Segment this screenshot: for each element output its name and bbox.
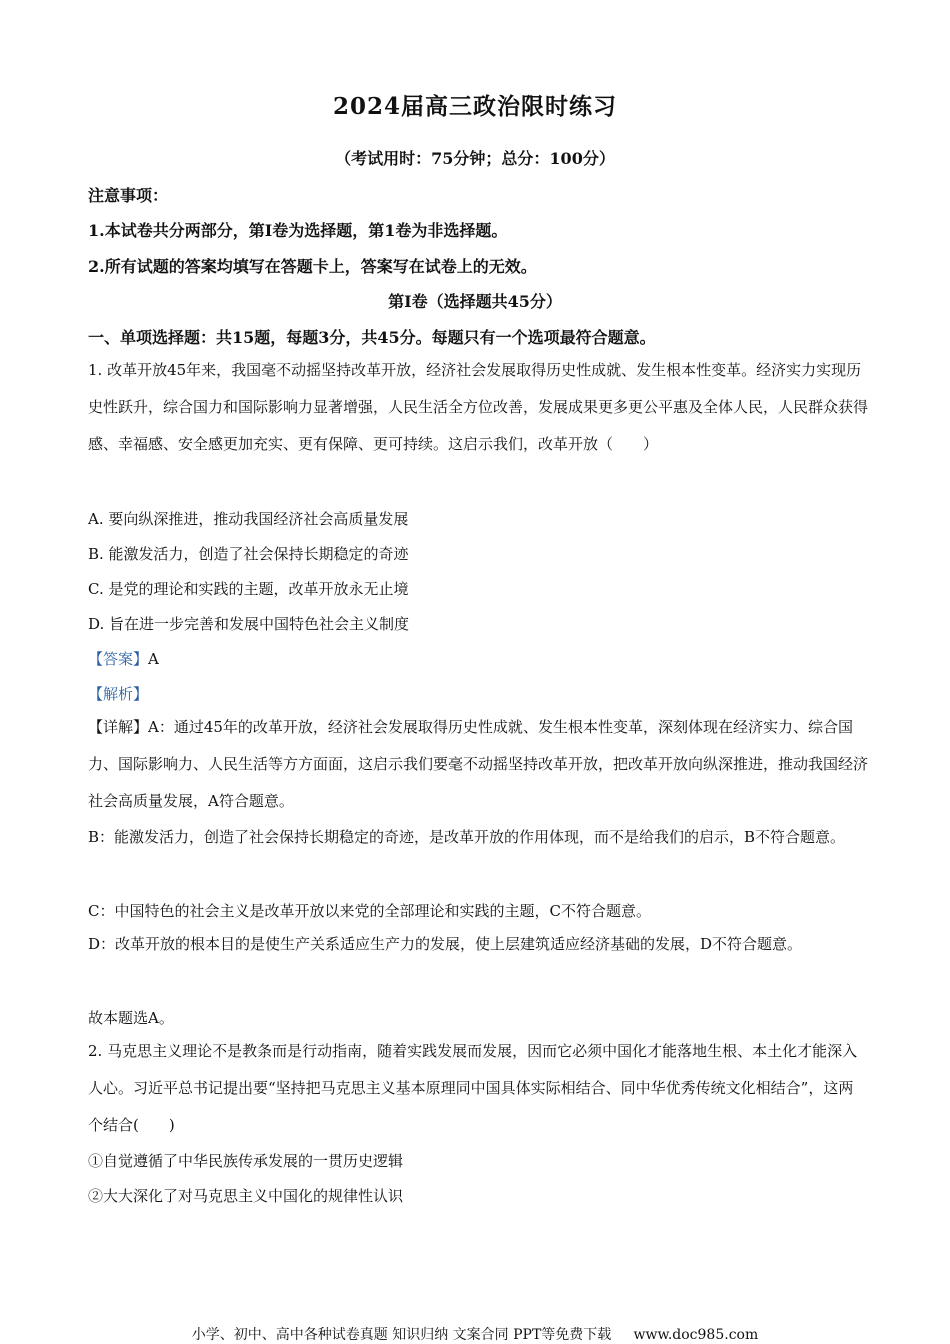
- notice-heading: 注意事项：: [88, 186, 169, 205]
- part-one-title: 第Ⅰ卷（选择题共45分）: [388, 292, 562, 311]
- question-1-detail-d: D：改革开放的根本目的是使生产关系适应生产力的发展，使上层建筑适应经济基础的发展，D不符合题意。: [88, 935, 803, 953]
- footer-text: 小学、初中、高中各种试卷真题 知识归纳 文案合同 PPT等免费下载: [191, 1327, 612, 1343]
- footer-site-link[interactable]: www.doc985.com: [633, 1327, 759, 1343]
- exam-subtitle: （考试用时：75分钟；总分：100分）: [335, 149, 615, 168]
- question-1-analysis-label: [88, 683, 148, 704]
- detail-a-text: A：通过45年的改革开放，经济社会发展取得历史性成就、发生根本性变革，深刻体现在经济实力、综合国力、国际影响力、人民生活等方方面面，这启示我们要毫不动摇坚持改革开放，把改革开放向纵深推进，推动我国经济社会高质量发展，A符合题意。: [88, 718, 869, 810]
- page-title: 2024届高三政治限时练习: [332, 93, 617, 120]
- question-1-detail-a: [88, 709, 868, 820]
- question-1-conclusion: 故本题选A。: [88, 1009, 174, 1027]
- question-1-detail-b: B：能激发活力，创造了社会保持长期稳定的奇迹，是改革开放的作用体现，而不是给我们的启示，B不符合题意。: [88, 828, 846, 846]
- section-one-title: 一、单项选择题：共15题，每题3分，共45分。每题只有一个选项最符合题意。: [88, 328, 656, 347]
- notice-item-2: 2.所有试题的答案均填写在答题卡上，答案写在试卷上的无效。: [88, 257, 537, 276]
- question-2-stem: 2. 马克思主义理论不是教条而是行动指南，随着实践发展而发展，因而它必须中国化才能落地生根、本土化才能深入人心。习近平总书记提出要“坚持把马克思主义基本原理同中国具体实际相结合、同中华优秀传统文化相结合”，这两个结合( ): [88, 1042, 858, 1134]
- question-1-option-a: A. 要向纵深推进，推动我国经济社会高质量发展: [88, 510, 409, 528]
- answer-label: 【答案】: [88, 650, 149, 668]
- analysis-label: 【解析】: [88, 685, 149, 703]
- page-footer: [0, 1324, 950, 1344]
- question-1-option-d: D. 旨在进一步完善和发展中国特色社会主义制度: [88, 615, 410, 633]
- question-2-item-2: ②大大深化了对马克思主义中国化的规律性认识: [88, 1187, 404, 1205]
- question-1-option-b: B. 能激发活力，创造了社会保持长期稳定的奇迹: [88, 545, 409, 563]
- answer-value: A: [148, 650, 159, 668]
- question-1-detail-c: C：中国特色的社会主义是改革开放以来党的全部理论和实践的主题，C不符合题意。: [88, 902, 651, 920]
- detail-label: 【详解】: [88, 718, 149, 736]
- question-1-option-c: C. 是党的理论和实践的主题，改革开放永无止境: [88, 580, 409, 598]
- question-1-answer: [88, 648, 159, 669]
- notice-item-1: 1.本试卷共分两部分，第Ⅰ卷为选择题，第1卷为非选择题。: [88, 221, 508, 240]
- question-1-stem: 1. 改革开放45年来，我国毫不动摇坚持改革开放，经济社会发展取得历史性成就、发生根本性变革。经济实力实现历史性跃升，综合国力和国际影响力显著增强，人民生活全方位改善，发展成果更多更公平惠及全体人民，人民群众获得感、幸福感、安全感更加充实、更有保障、更可持续。这启示我们，改革开放（ ）: [88, 361, 869, 453]
- question-2-item-1: ①自觉遵循了中华民族传承发展的一贯历史逻辑: [88, 1152, 404, 1170]
